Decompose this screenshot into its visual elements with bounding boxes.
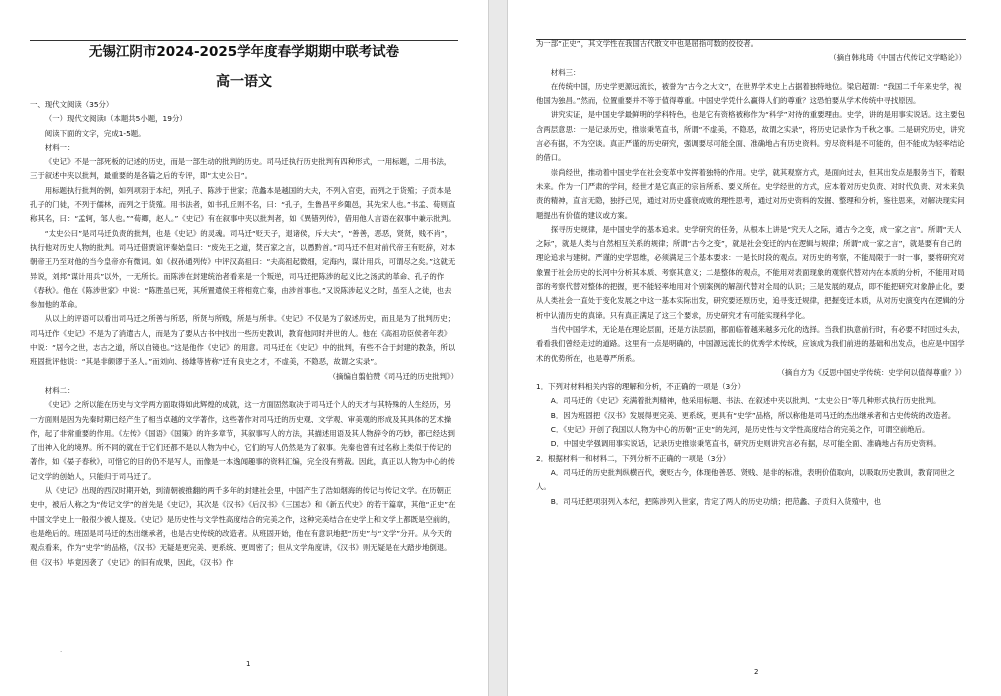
exam-subtitle: 高一语文 — [216, 74, 272, 90]
paragraph: 为一部“正史”，其文学性在我国古代散文中也是屈指可数的佼佼者。 — [536, 39, 758, 48]
section-heading: 一、现代文阅读（35分） — [30, 100, 114, 109]
paragraph: 《史记》之所以能在历史与文学两方面取得如此辉煌的成就，这一方面固然取决于司马迁个人的天才与其特殊的人生经历，另一方面则是因为先秦时期已经产生了相当卓越的文学著作，这些著作对司马迁的历史观、文学观、审美观的形成及其具体的艺术操作，起了非常重要的作用。《左传》《国语》《国策》的许多章节，其叙事写人的方法，其描述用语及其人物辞令的巧妙，都已经达到了出神入化的境界。所不同的就在于它们还都不是以人物为中心，它们的写人仍然是为了叙事。先秦也曾有过名称上类似于传记的著作，如《晏子春秋》，可惜它的目的仍不是写人，而像是一本逸闻趣事的资料汇编，完全没有剪裁。因此，真正以人物为中心的传记文学的创始人，只能归于司马迁了。 — [30, 400, 455, 481]
material-label: 材料一： — [44, 142, 75, 152]
material-label: 材料二： — [44, 385, 75, 395]
page-2-content — [536, 37, 966, 509]
page-gutter — [488, 0, 508, 696]
question-option: D．中国史学强调用事实说话，记录历史推崇秉笔直书，研究历史则讲究言必有据，尽可能全面、准确地占有历史资料。 — [550, 439, 941, 449]
paragraph: 探寻历史规律，是中国史学的基本追求。史学研究的任务，从根本上讲是“究天人之际，通古今之变，成一家之言”。所谓“天人之际”，就是人类与自然相互关系的规律；所谓“古今之变”，就是社会变迁的内在逻辑与规律；所谓“成一家之言”，就是要有自己的理论追求与建树。严谨的史学思维，必须满足三个基本要求：一是长时段的观点。对历史的考察，不能局限于一时一事，要将研究对象置于社会历史的长河中分析其本质、考察其意义；二是整体的观点，不能用对表面现象的观察代替对内在本质的分析，不能用对局部的考察代替对整体的把握，更不能轻率地用对个别案例的解剖代替对全局的认识；三是发展的观点，即不能把研究对象静止化，要从人类社会一直处于变化发展之中这一基本实际出发，研究要还原历史，追寻变迁规律，把握变迁本质，从对历史演变内在逻辑的分析中认清历史的真谛。只有真正满足了这三个要求，历史研究才有可能实现科学化。 — [536, 224, 965, 320]
paragraph: 在传统中国，历史学更源远流长，被誉为“古今之大文”，在世界学术史上占据着独特地位。梁启超谓：“我国二千年来史学，视他国为独昌。”然而，位置重要并不等于值得尊重。中国史学凭什么赢得人们的尊重？这恐怕要从学术传统中寻找原因。 — [536, 81, 962, 106]
paragraph: 从以上的评语可以看出司马迁之所善与所恶，所贤与所贱，所是与所非。《史记》不仅是为了叙述历史，而且是为了批判历史；司马迁作《史记》不是为了消遣古人，而是为了要从古书中找出一些历史教训，教育他同时并世的人。他在《高祖功臣侯者年表》中说：“居今之世，志古之道，所以自镜也。”这是他作《史记》的用意。司马迁在《史记》中的批判，有些不合于封建的教条，所以班固批评他说：“其是非颇谬于圣人。”而刘向、扬雄等皆称“迁有良史之才，不虚美，不隐恶，故谓之实录”。 — [30, 314, 456, 367]
paragraph: 崇尚经世，推动着中国史学在社会变革中发挥着独特的作用。史学，就其观察方式，是面向过去，但其出发点是服务当下，着眼未来。作为一门严肃的学问，经世才是它真正的宗旨所系、要义所在。史学经世的方式，应本着对历史负责、对时代负责、对未来负责的精神，直言无隐，独抒己见，通过对历史盛衰成败的理性思考，通过对历史资料的发掘、整理和分析，鉴往思来，对解决现实问题提出有价值的建议或方案。 — [536, 167, 965, 220]
citation: （摘自韩兆琦《中国古代传记文学略论》） — [829, 53, 966, 63]
paragraph: 《史记》不是一部死板的记述的历史，而是一部生动的批判的历史。司马迁执行历史批判有四种形式，一用标题，二用书法，三于叙述中夹以批判，最重要的是各篇之后的专评，即“太史公日”。 — [30, 157, 452, 181]
material-label: 材料三： — [550, 67, 581, 77]
paragraph: 当代中国学术，无论是在理论层面，还是方法层面，都面临着越来越多元化的选择。当我们执意前行时，有必要不时回过头去，看看我们曾经走过的道路。这里有一点是明确的，中国源远流长的优秀学术传统，应该成为我们前进的基础和出发点，也应是中国学术的优势所在，也是尊严所系。 — [536, 324, 965, 363]
question-option: B．因为班固把《汉书》发展得更完美、更系统，更具有“史学”品格，所以称他是司马迁的杰出继承者和古史传统的改造者。 — [550, 410, 956, 420]
question-option: B．司马迁把项羽列入本纪，把陈涉列入世家，肯定了两人的历史功绩；把范蠡、子贡归入货殖中，也 — [550, 496, 882, 506]
exam-title: 无锡江阴市2024-2025学年度春学期期中联考试卷 — [88, 44, 400, 60]
page-number: 1 — [246, 660, 251, 668]
paragraph: “太史公曰”是司马迁负责的批判，也是《史记》的灵魂。司马迁“贬天子，退诸侯，斥大夫”，“善善，恶恶，贤贤，贱不肖”，执行他对历史人物的批判。司马迁借贾谊评秦始皇曰：“废先王之道，焚百家之言，以愚黔首。”司马迁不但对前代帝王有贬辞，对本朝帝王乃至对他的当今皇帝亦有微词。如《叔孙通列传》中评汉高祖曰：“夫高祖起微细，定海内，谋计用兵，可谓尽之矣。”这就无异说，刘邦“谋计用兵”以外，一无所长。而陈涉在封建统治者看来是一个叛逆，司马迁把陈涉的起义比之汤武的革命、孔子的作《春秋》。他在《陈涉世家》中说：“陈胜虽已死，其所置遣侯王将相竟亡秦，由涉首事也。”又说陈涉起义之时，虽至人之徒，也去参加他的革命。 — [30, 228, 456, 310]
question-option: C．《史记》开创了我国以人物为中心的历朝“正史”的先河，是历史性与文学性高度结合的完美之作，可谓空前绝后。 — [550, 425, 930, 435]
document-page-1 — [0, 0, 488, 696]
page-mark: · — [60, 648, 63, 656]
subsection-heading: （一）现代文阅读Ⅰ（本题共5小题，19分） — [44, 114, 187, 124]
instruction-text: 阅读下面的文字，完成1-5题。 — [44, 128, 146, 138]
page-number: 2 — [754, 668, 759, 676]
page-1-content — [30, 22, 458, 570]
paragraph: 讲究实证，是中国史学最鲜明的学科特色，也是它有资格被称作为“科学”对待的重要理由。史学，讲的是用事实说话。这主要包含两层意思：一是记录历史，推崇秉笔直书，所谓“不虚美，不隐恶，故谓之实录”，将历史记录作为千秋之事。二是研究历史，讲究言必有据，不为空谈。真正严谨的历史研究，强调要尽可能全面、准确地占有历史资料。穷尽资料是不可能的，但不能成为轻率结论的借口。 — [536, 110, 965, 163]
citation: （摘编自翦伯赞《司马迁的历史批判》） — [328, 371, 458, 381]
document-page-2 — [508, 0, 1001, 696]
question-stem: 1．下列对材料相关内容的理解和分析，不正确的一项是（3分） — [536, 382, 745, 392]
paragraph: 用标题执行批判的例，如列项羽于本纪，列孔子、陈涉于世家；范蠡本是越国的大夫，不列入官吏，而列之于货殖；子贡本是孔子的门徒，不列于儒林，而列之于货殖。用书法者，如书孔丘则不名，曰：“孔子，生鲁昌平乡陬邑，其先宋人也。”书孟、荀则直称其名，曰：“孟轲，邹人也。”“荀卿，赵人。”《史记》有在叙事中夹以批判者，如《異错列传》，借用他人言语在叙事中兼示批判。 — [30, 185, 456, 224]
paragraph: 从《史记》出现的西汉时期开始，到清朝被推翻的两千多年的封建社会里，中国产生了浩如烟海的传记与传记文学。在历朝正史中，被后人称之为“传记文学”的首先是《史记》，其次是《汉书》《后汉书》《三国志》和《新五代史》的若干篇章，其他“正史”在中国文学史上一般很少被人提及。《史记》是历史性与文学性高度结合的完美之作，这种完美结合在史学上和文学上都既是空前的，也是绝后的。班固是司马迁的杰出继承者，也是古史传统的改造者。从班固开始，他在有意识地把“历史”与“文学”分开。从今天的观点看来，作为“史学”的品格，《汉书》无疑是更完美、更系统、更周密了；但从文学角度讲，《汉书》则无疑是在大踏步地倒退。但《汉书》毕竟因袭了《史记》的旧有成果，因此，《汉书》作 — [30, 486, 456, 567]
citation: （摘自方为《反思中国史学传统：史学何以值得尊重？》） — [777, 367, 966, 377]
question-option: A．司马迁的历史批判纵横百代，褒贬古今，体现他善恶、贤贱、是非的标准，表明价值取向，以吸取历史教训，教育同世之人。 — [536, 467, 955, 492]
question-option: A．司马迁的《史记》充满着批判精神，他采用标题、书法、在叙述中夹以批判、“太史公日”等几种形式执行历史批判。 — [550, 396, 941, 406]
question-stem: 2．根据材料一和材料二，下列分析不正确的一项是（3分） — [536, 453, 731, 463]
